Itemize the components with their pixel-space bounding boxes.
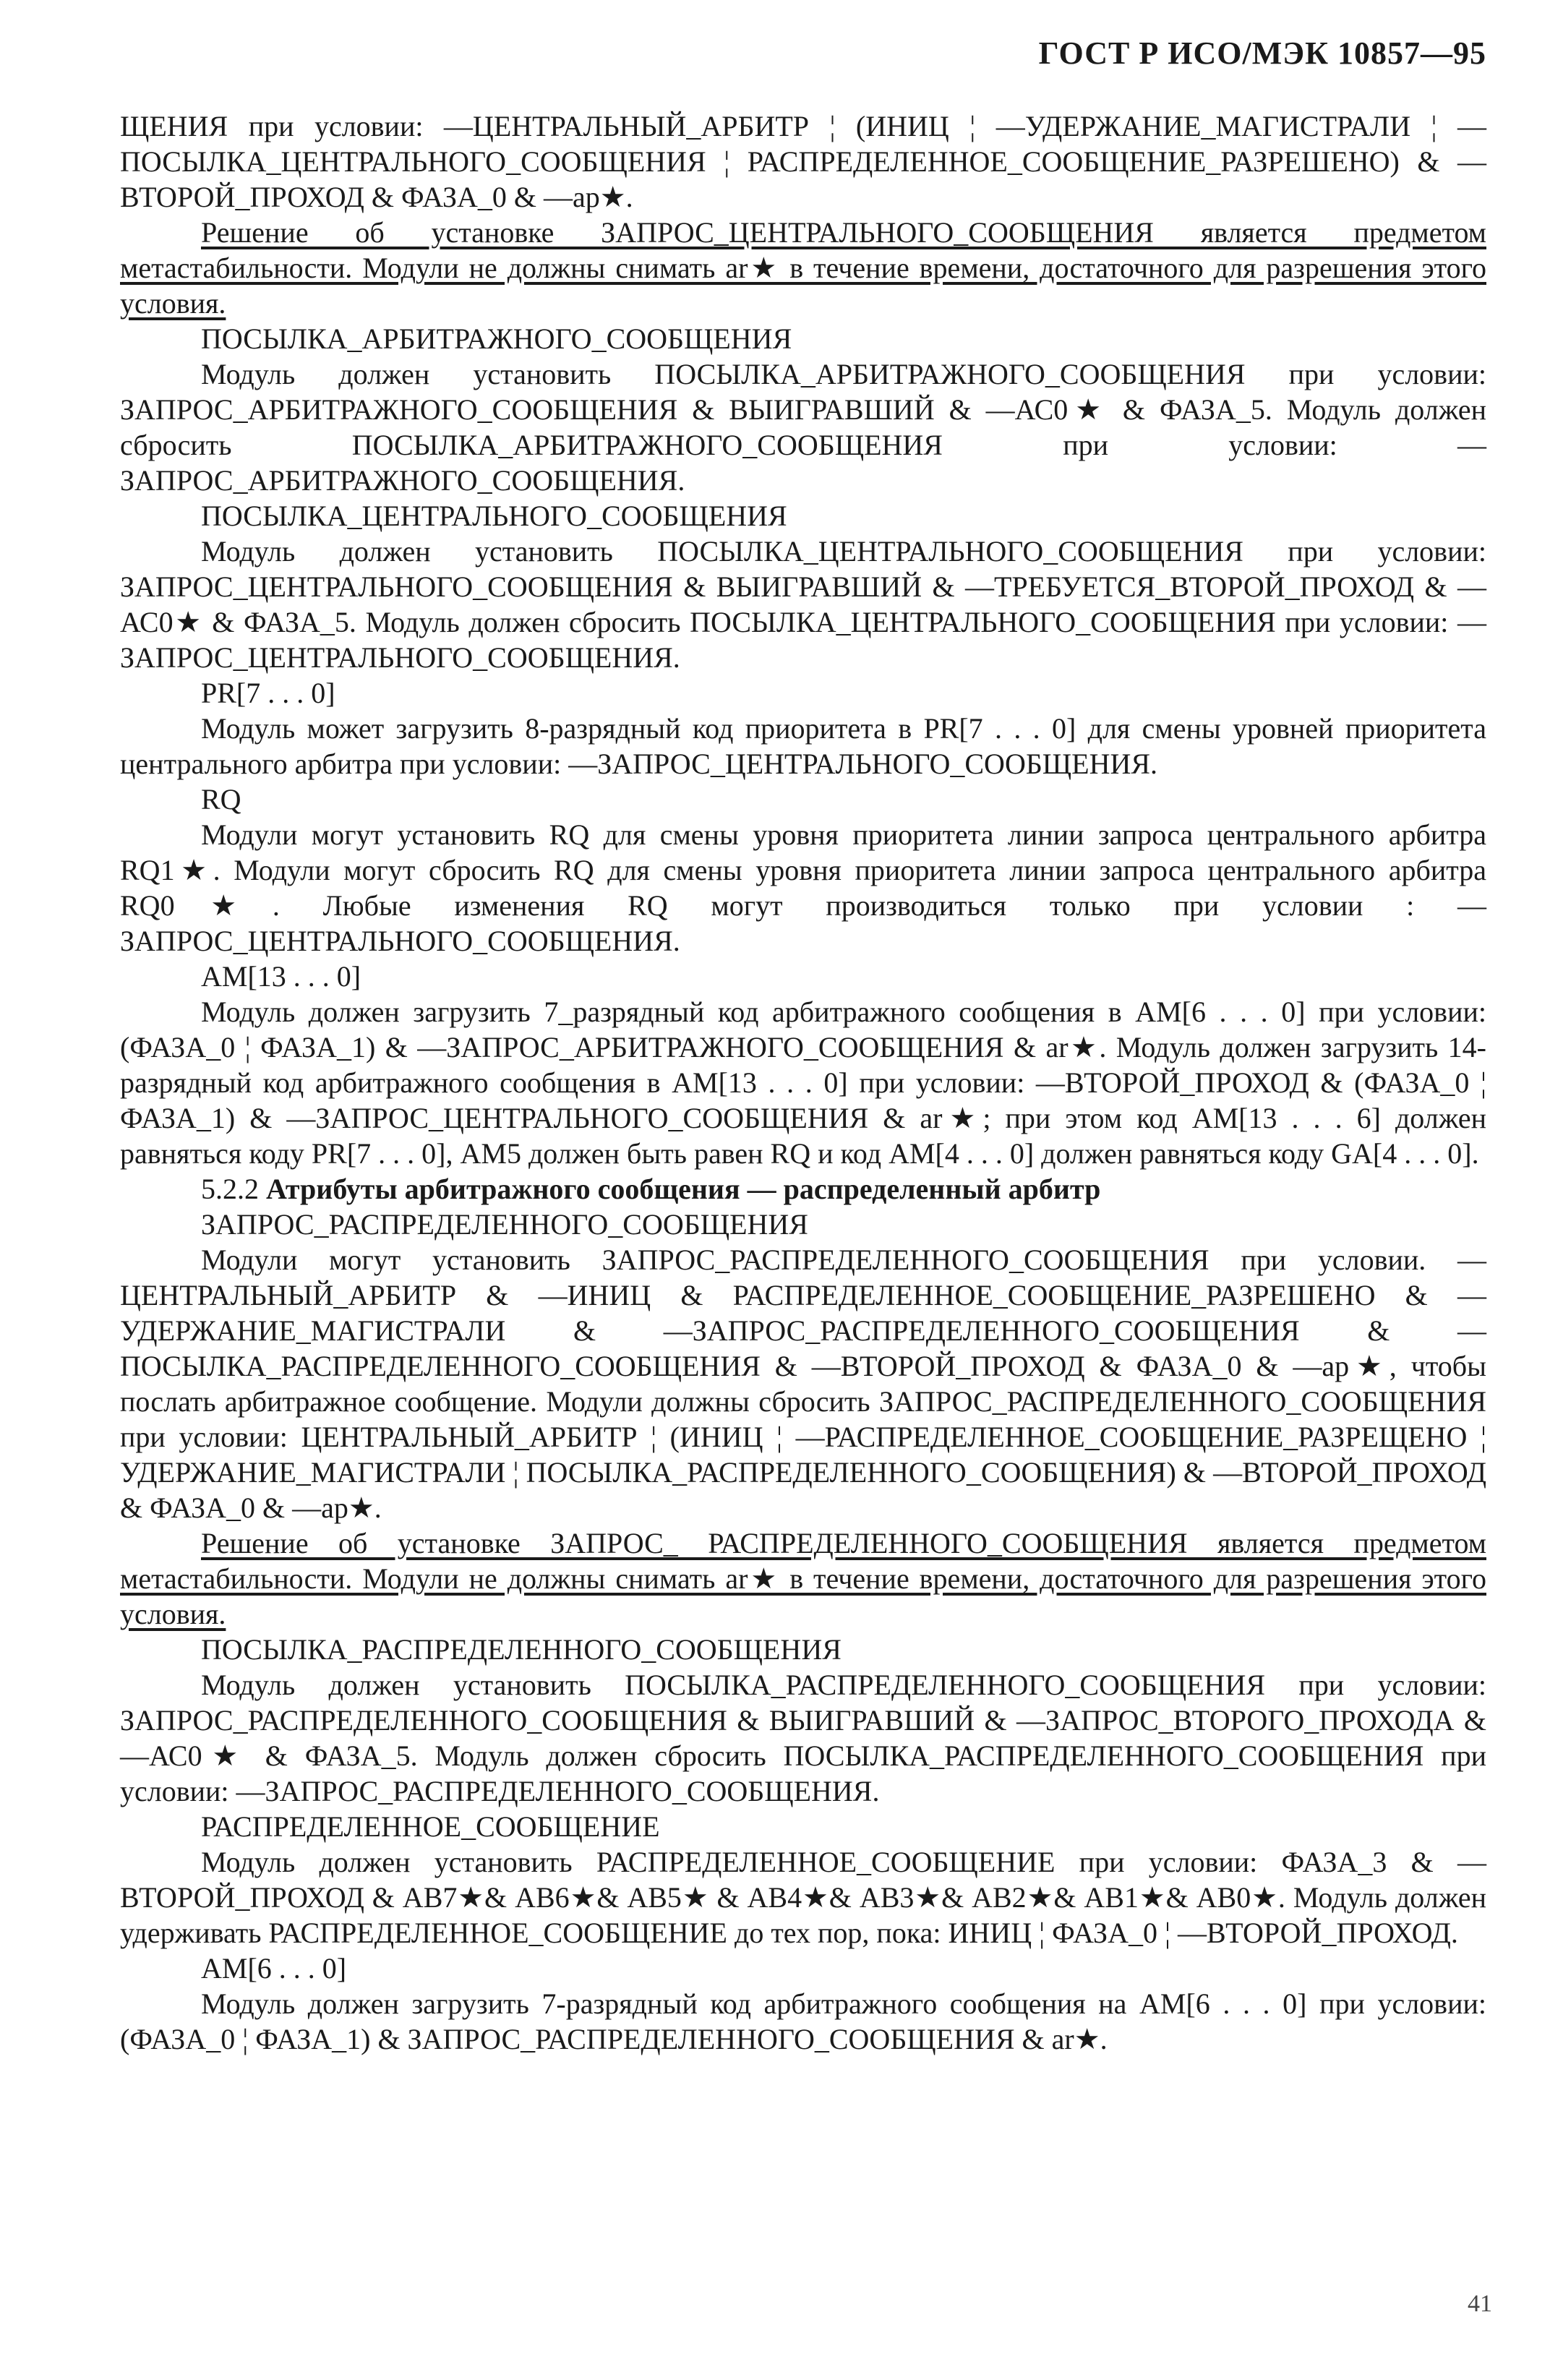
paragraph: Модули могут установить RQ для смены уровня приоритета линии запроса центрального арбитра RQ1★. Модули могут сбросить RQ для смены уровня приоритета линии запроса центрального арбитра RQ0★. Любые изменения RQ могут производиться только при условии : —ЗАПРОС_ЦЕНТРАЛЬНОГО_СООБЩЕНИЯ.	[120, 818, 1486, 957]
subsection-number: 5.2.2	[201, 1173, 259, 1205]
term-heading: ПОСЫЛКА_ЦЕНТРАЛЬНОГО_СООБЩЕНИЯ	[201, 500, 787, 532]
paragraph: Модуль может загрузить 8-разрядный код приоритета в PR[7 . . . 0] для смены уровней приоритета центрального арбитра при условии: —ЗАПРОС_ЦЕНТРАЛЬНОГО_СООБЩЕНИЯ.	[120, 712, 1486, 780]
paragraph: Модуль должен установить ПОСЫЛКА_ЦЕНТРАЛЬНОГО_СООБЩЕНИЯ при условии: ЗАПРОС_ЦЕНТРАЛЬНОГО_СООБЩЕНИЯ & ВЫИГРАВШИЙ & —ТРЕБУЕТСЯ_ВТОРОЙ_ПРОХОД & —АС0★ & ФАЗА_5. Модуль должен сбросить ПОСЫЛКА_ЦЕНТРАЛЬНОГО_СООБЩЕНИЯ при условии: —ЗАПРОС_ЦЕНТРАЛЬНОГО_СООБЩЕНИЯ.	[120, 535, 1486, 674]
paragraph: Модуль должен загрузить 7_разрядный код арбитражного сообщения в АМ[6 . . . 0] при условии: (ФАЗА_0 ¦ ФАЗА_1) & —ЗАПРОС_АРБИТРАЖНОГО_СООБЩЕНИЯ & ar★. Модуль должен загрузить 14-разрядный код арбитражного сообщения в АМ[13 . . . 0] при условии: —ВТОРОЙ_ПРОХОД & (ФАЗА_0 ¦ ФАЗА_1) & —ЗАПРОС_ЦЕНТРАЛЬНОГО_СООБЩЕНИЯ & ar★; при этом код АМ[13 . . . 6] должен равняться коду PR[7 . . . 0], АМ5 должен быть равен RQ и код АМ[4 . . . 0] должен равняться коду GA[4 . . . 0].	[120, 996, 1486, 1170]
term-heading: АМ[13 . . . 0]	[201, 960, 361, 993]
paragraph: Модуль должен установить РАСПРЕДЕЛЕННОЕ_СООБЩЕНИЕ при условии: ФАЗА_3 & —ВТОРОЙ_ПРОХОД & АВ7★& АВ6★& АВ5★ & АВ4★& АВ3★& АВ2★& АВ1★& АВ0★. Модуль должен удерживать РАСПРЕДЕЛЕННОЕ_СООБЩЕНИЕ до тех пор, пока: ИНИЦ ¦ ФАЗА_0 ¦ —ВТОРОЙ_ПРОХОД.	[120, 1846, 1486, 1949]
continued-paragraph: ЩЕНИЯ при условии: —ЦЕНТРАЛЬНЫЙ_АРБИТР ¦ (ИНИЦ ¦ —УДЕРЖАНИЕ_МАГИСТРАЛИ ¦ —ПОСЫЛКА_ЦЕНТРАЛЬНОГО_СООБЩЕНИЯ ¦ РАСПРЕДЕЛЕННОЕ_СООБЩЕНИЕ_РАЗРЕШЕНО) & —ВТОРОЙ_ПРОХОД & ФАЗА_0 & —ар★.	[120, 110, 1486, 213]
metastability-note: Решение об установке ЗАПРОС_ЦЕНТРАЛЬНОГО_СООБЩЕНИЯ является предметом метастабильности. Модули не должны снимать ar★ в течение времени, достаточного для разрешения этого условия.	[120, 216, 1486, 320]
paragraph: Модули могут установить ЗАПРОС_РАСПРЕДЕЛЕННОГО_СООБЩЕНИЯ при условии. —ЦЕНТРАЛЬНЫЙ_АРБИТР & —ИНИЦ & РАСПРЕДЕЛЕННОЕ_СООБЩЕНИЕ_РАЗРЕШЕНО & —УДЕРЖАНИЕ_МАГИСТРАЛИ & —ЗАПРОС_РАСПРЕДЕЛЕННОГО_СООБЩЕНИЯ & —ПОСЫЛКА_РАСПРЕДЕЛЕННОГО_СООБЩЕНИЯ & —ВТОРОЙ_ПРОХОД & ФАЗА_0 & —ар★, чтобы послать арбитражное сообщение. Модули должны сбросить ЗАПРОС_РАСПРЕДЕЛЕННОГО_СООБЩЕНИЯ при условии: ЦЕНТРАЛЬНЫЙ_АРБИТР ¦ (ИНИЦ ¦ —РАСПРЕДЕЛЕННОЕ_СООБЩЕНИЕ_РАЗРЕЩЕНО ¦ УДЕРЖАНИЕ_МАГИСТРАЛИ ¦ ПОСЫЛКА_РАСПРЕДЕЛЕННОГО_СООБЩЕНИЯ) & —ВТОРОЙ_ПРОХОД & ФАЗА_0 & —ар★.	[120, 1243, 1486, 1524]
page-header: ГОСТ Р ИСО/МЭК 10857—95	[1038, 35, 1486, 71]
subsection-title: Атрибуты арбитражного сообщения — распределенный арбитр	[266, 1173, 1101, 1205]
paragraph: Модуль должен загрузить 7-разрядный код арбитражного сообщения на АМ[6 . . . 0] при условии: (ФАЗА_0 ¦ ФАЗА_1) & ЗАПРОС_РАСПРЕДЕЛЕННОГО_СООБЩЕНИЯ & ar★.	[120, 1987, 1486, 2055]
term-heading: ПОСЫЛКА_АРБИТРАЖНОГО_СООБЩЕНИЯ	[201, 322, 792, 355]
term-heading: RQ	[201, 783, 241, 816]
document-body	[120, 108, 1486, 2057]
term-heading: АМ[6 . . . 0]	[201, 1952, 347, 1985]
subsection-heading	[120, 1171, 1486, 1207]
term-heading: ПОСЫЛКА_РАСПРЕДЕЛЕННОГО_СООБЩЕНИЯ	[201, 1633, 842, 1666]
term-heading: РАСПРЕДЕЛЕННОЕ_СООБЩЕНИЕ	[201, 1810, 660, 1843]
term-heading: ЗАПРОС_РАСПРЕДЕЛЕННОГО_СООБЩЕНИЯ	[201, 1208, 808, 1241]
paragraph: Модуль должен установить ПОСЫЛКА_РАСПРЕДЕЛЕННОГО_СООБЩЕНИЯ при условии: ЗАПРОС_РАСПРЕДЕЛЕННОГО_СООБЩЕНИЯ & ВЫИГРАВШИЙ & —ЗАПРОС_ВТОРОГО_ПРОХОДА & —АС0★ & ФАЗА_5. Модуль должен сбросить ПОСЫЛКА_РАСПРЕДЕЛЕННОГО_СООБЩЕНИЯ при условии: —ЗАПРОС_РАСПРЕДЕЛЕННОГО_СООБЩЕНИЯ.	[120, 1669, 1486, 1807]
metastability-note: Решение об установке ЗАПРОС_ РАСПРЕДЕЛЕННОГО_СООБЩЕНИЯ является предметом метастабильности. Модули не должны снимать ar★ в течение времени, достаточного для разрешения этого условия.	[120, 1527, 1486, 1630]
page-number: 41	[1468, 2290, 1492, 2317]
paragraph: Модуль должен установить ПОСЫЛКА_АРБИТРАЖНОГО_СООБЩЕНИЯ при условии: ЗАПРОС_АРБИТРАЖНОГО_СООБЩЕНИЯ & ВЫИГРАВШИЙ & —АС0★ & ФАЗА_5. Модуль должен сбросить ПОСЫЛКА_АРБИТРАЖНОГО_СООБЩЕНИЯ при условии: —ЗАПРОС_АРБИТРАЖНОГО_СООБЩЕНИЯ.	[120, 358, 1486, 497]
term-heading: PR[7 . . . 0]	[201, 677, 335, 709]
